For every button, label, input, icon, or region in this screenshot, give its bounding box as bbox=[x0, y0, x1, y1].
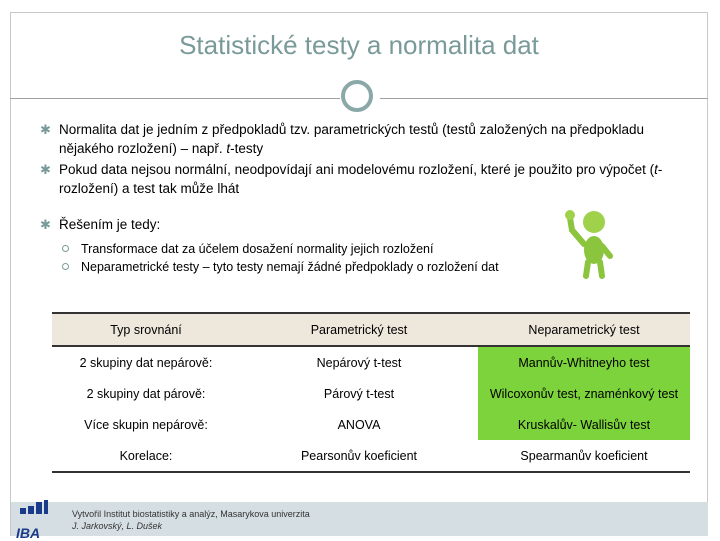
bullet-item bbox=[40, 161, 680, 198]
table-cell: ANOVA bbox=[337, 417, 381, 432]
table-cell: Spearmanův koeficient bbox=[478, 440, 690, 472]
sub-bullet-text: Transformace dat za účelem dosažení normality jejich rozložení bbox=[81, 241, 434, 256]
footer-authors: J. Jarkovský, L. Dušek bbox=[72, 521, 163, 531]
bullet-text: Normalita dat je jedním z předpokladů tzv. parametrických testů (testů založených na předpokladu nějakého rozložení) – např. bbox=[59, 122, 645, 156]
bullet-marker-icon: ✱ bbox=[40, 162, 51, 177]
sub-bullet-marker-icon bbox=[62, 245, 69, 252]
table-cell: Pearsonův koeficient bbox=[240, 440, 478, 472]
table-cell: Více skupin nepárově: bbox=[84, 417, 208, 432]
slide-title: Statistické testy a normalita dat bbox=[179, 30, 539, 60]
bullet-text: -testy bbox=[230, 140, 264, 156]
table-cell: Nepárový t-test bbox=[316, 355, 402, 370]
bullet-text-italic: t bbox=[226, 140, 231, 156]
table-row bbox=[52, 346, 690, 378]
table-cell-highlighted: Kruskalův- Wallisův test bbox=[478, 409, 690, 440]
thumbs-up-figure-icon bbox=[560, 200, 620, 280]
table-cell: Párový t-test bbox=[323, 386, 395, 401]
footer-credit: Vytvořil Institut biostatistiky a analýz, Masarykova univerzita bbox=[72, 509, 310, 519]
sub-bullet-text: Neparametrické testy – tyto testy nemají žádné předpoklady o rozložení dat bbox=[81, 259, 499, 274]
bullet-marker-icon: ✱ bbox=[40, 217, 51, 232]
table-cell-highlighted: Wilcoxonův test, znaménkový test bbox=[478, 378, 690, 409]
bullet-text-italic: t bbox=[654, 162, 658, 177]
table-cell: Korelace: bbox=[52, 440, 240, 472]
table-row bbox=[52, 409, 690, 440]
table-header-cell: Neparametrický test bbox=[478, 313, 690, 346]
table-header-row bbox=[52, 313, 690, 346]
table-cell-highlighted: Mannův-Whitneyho test bbox=[478, 346, 690, 378]
table-cell: 2 skupiny dat párově: bbox=[86, 386, 206, 401]
circle-ornament-icon bbox=[341, 80, 373, 112]
title-rule-right bbox=[380, 98, 708, 99]
table-cell: 2 skupiny dat nepárově: bbox=[79, 355, 213, 370]
title-rule-left bbox=[10, 98, 340, 99]
bullet-text: Řešením je tedy: bbox=[59, 217, 161, 232]
logo-text: IBA bbox=[16, 525, 41, 541]
bullet-text: Pokud data nejsou normální, neodpovídají ani modelovému rozložení, které je použito pro výpočet ( bbox=[59, 162, 655, 177]
table-row bbox=[52, 440, 690, 472]
table-header-cell: Parametrický test bbox=[240, 313, 478, 346]
bullet-text: -rozložení) a test tak může lhát bbox=[59, 162, 663, 196]
table-header-cell: Typ srovnání bbox=[52, 313, 240, 346]
sub-bullet-marker-icon bbox=[62, 263, 69, 270]
comparison-table bbox=[52, 312, 690, 473]
bullet-marker-icon: ✱ bbox=[40, 122, 51, 137]
table-row bbox=[52, 378, 690, 409]
bullet-item bbox=[40, 121, 680, 158]
